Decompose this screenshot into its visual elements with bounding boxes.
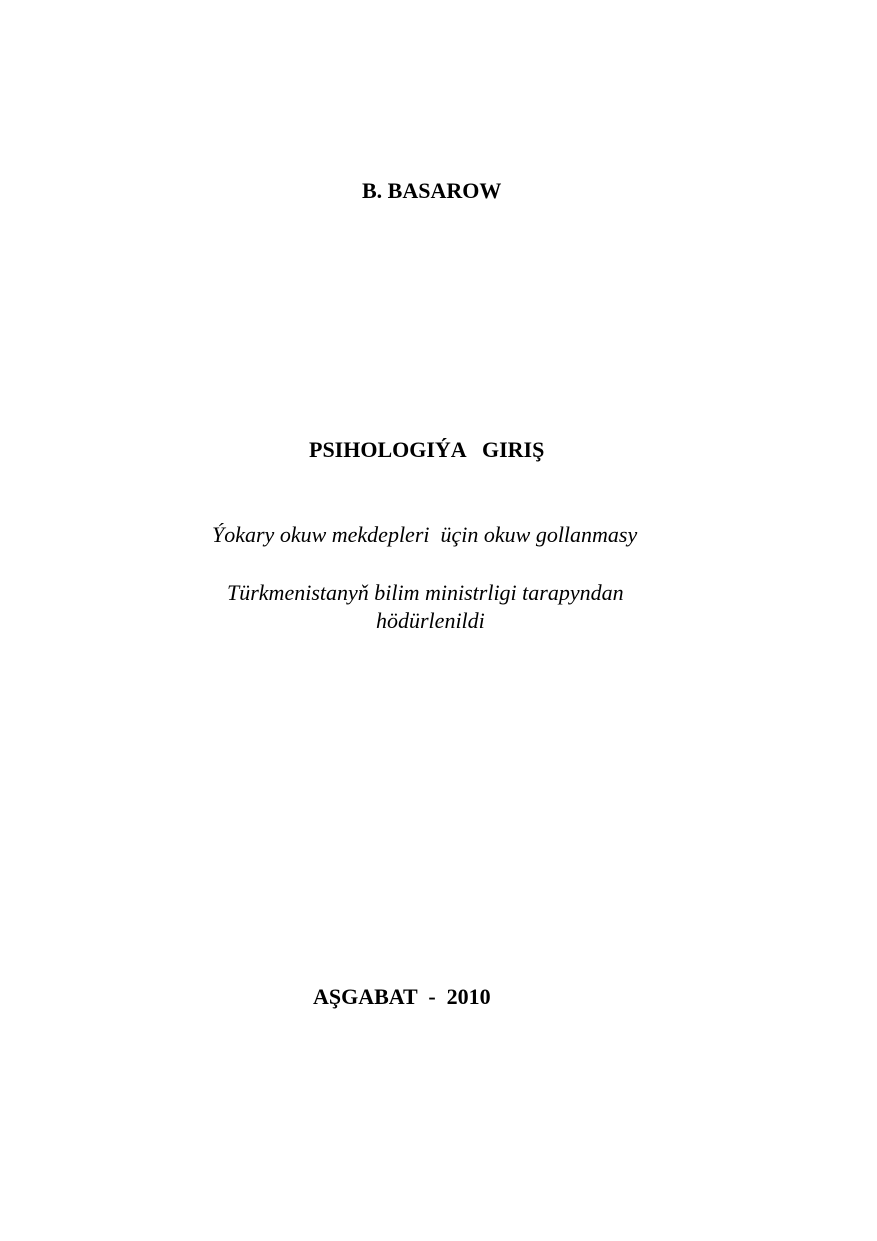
book-title: PSIHOLOGIÝA GIRIŞ <box>309 437 545 462</box>
approval-note-line-1: Türkmenistanyň bilim ministrligi tarapyndan <box>227 580 624 605</box>
approval-note-line-2: hödürlenildi <box>376 608 485 633</box>
book-subtitle: Ýokary okuw mekdepleri üçin okuw gollanmasy <box>212 522 638 547</box>
author-name: B. BASAROW <box>362 178 502 203</box>
imprint-city-year: AŞGABAT - 2010 <box>313 984 491 1009</box>
